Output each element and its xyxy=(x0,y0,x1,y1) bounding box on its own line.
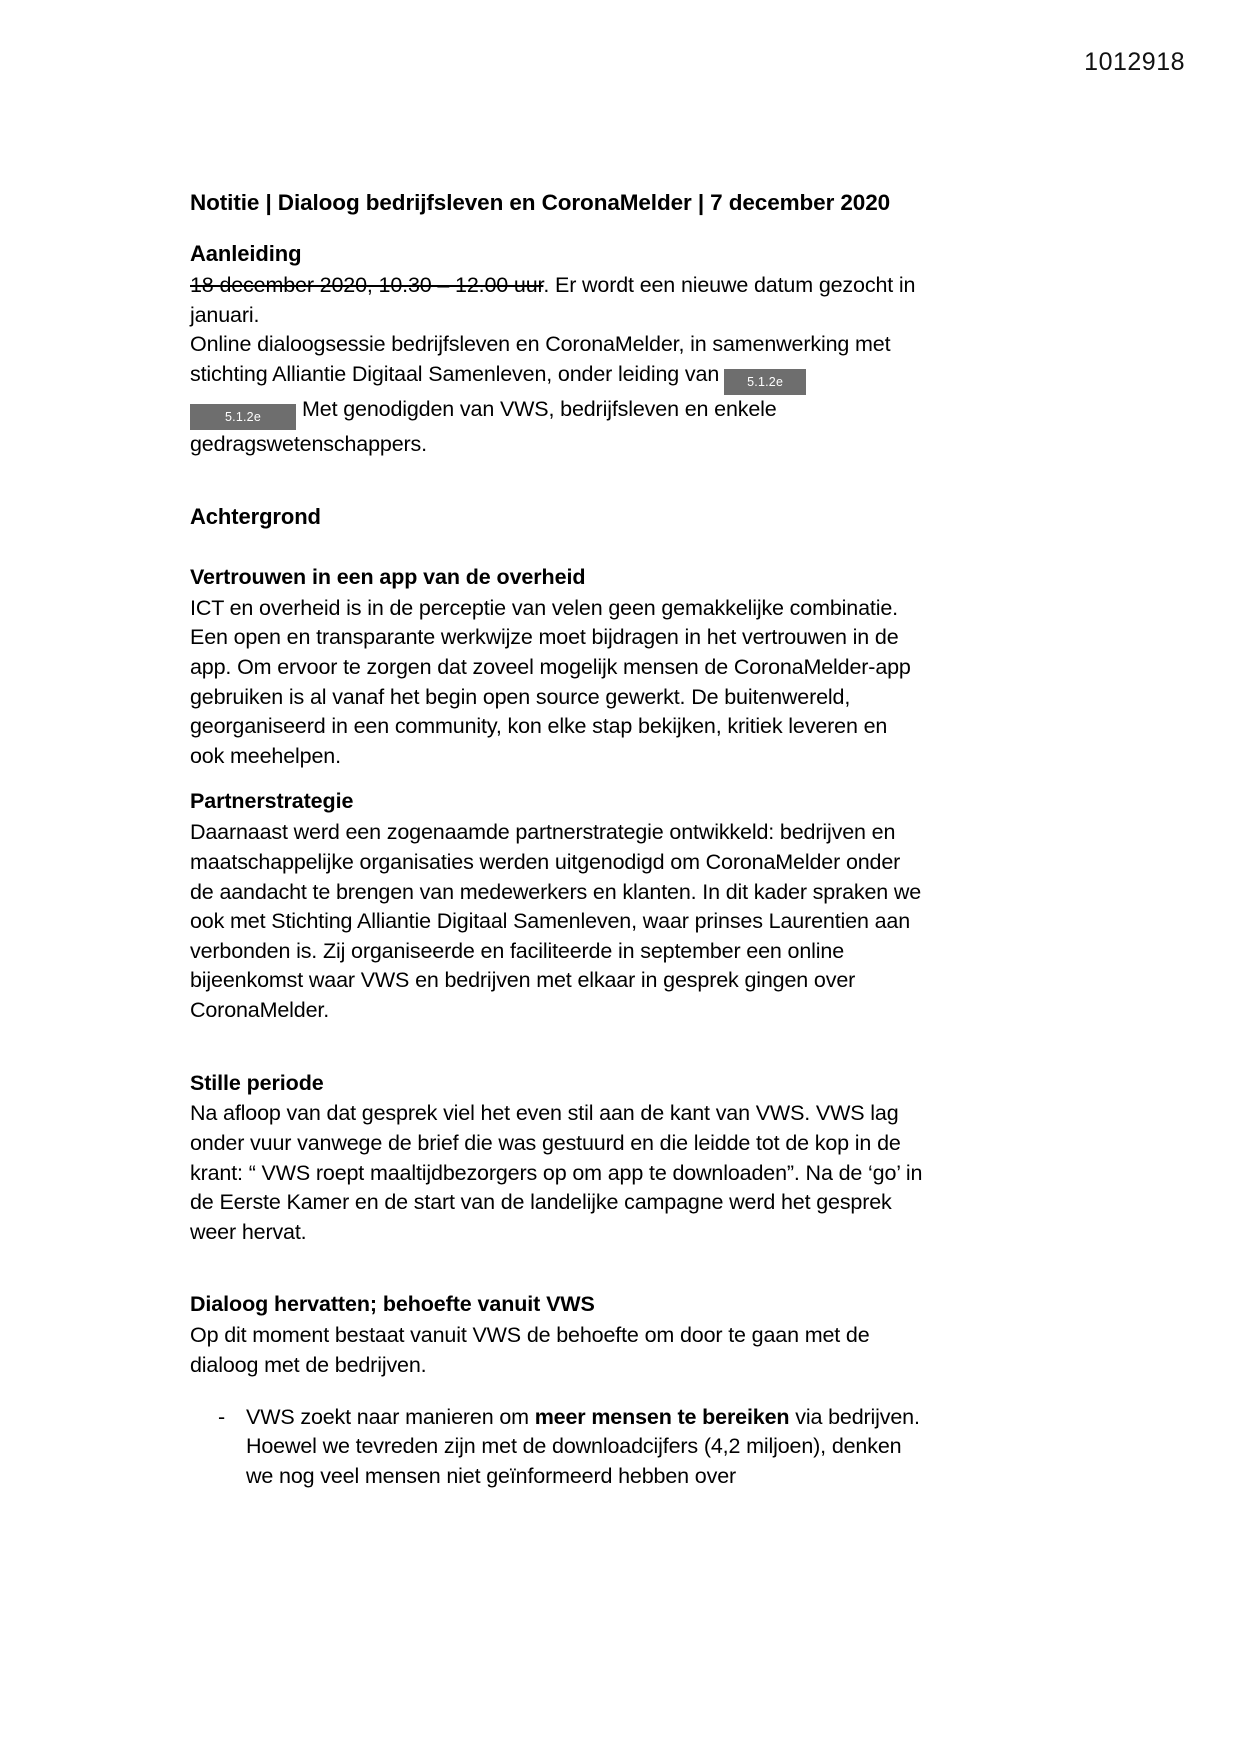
vertrouwen-paragraph: ICT en overheid is in de perceptie van velen geen gemakkelijke combinatie. Een open en transparante werkwijze moet bijdragen in het vertrouwen in de app. Om ervoor te zorgen dat zoveel mogelijk mensen de CoronaMelder-app gebruiken is al vanaf het begin open source gewerkt. De buitenwereld, georganiseerd in een community, kon elke stap bekijken, kritiek leveren en ook meehelpen. xyxy=(190,595,911,768)
aanleiding-after-struck: . Er wordt een nieuwe datum gezocht in januari. xyxy=(190,272,916,327)
page-title: Notitie | Dialoog bedrijfsleven en CoronaMelder | 7 december 2020 xyxy=(190,190,891,215)
spacer xyxy=(190,459,923,503)
partnerstrategie-paragraph: Daarnaast werd een zogenaamde partnerstrategie ontwikkeld: bedrijven en maatschappelijke organisaties werden uitgenodigd om CoronaMelder onder de aandacht te brengen van medewerkers en klanten. In dit kader spraken we ook met Stichting Alliantie Digitaal Samenleven, waar prinses Laurentien aan verbonden is. Zij organiseerde en faciliteerde in september een online bijeenkomst waar VWS en bedrijven met elkaar in gesprek gingen over CoronaMelder. xyxy=(190,820,922,1022)
stille-periode-paragraph: Na afloop van dat gesprek viel het even stil aan de kant van VWS. VWS lag onder vuur vanwege de brief die was gestuurd en die leidde tot de kop in de krant: “ VWS roept maaltijdbezorgers op om app te downloaden”. Na de ‘go’ in de Eerste Kamer en de start van de landelijke campagne werd het gesprek weer hervat. xyxy=(190,1101,923,1244)
heading-partnerstrategie: Partnerstrategie xyxy=(190,789,354,814)
heading-stille-periode: Stille periode xyxy=(190,1070,324,1095)
redaction-box-2: 5.1.2e xyxy=(190,404,296,430)
heading-aanleiding: Aanleiding xyxy=(190,241,302,267)
heading-vertrouwen: Vertrouwen in een app van de overheid xyxy=(190,564,586,589)
list-item xyxy=(190,1403,923,1492)
bullet-marker: - xyxy=(218,1404,226,1429)
redaction-box-1: 5.1.2e xyxy=(724,369,806,395)
heading-achtergrond: Achtergrond xyxy=(190,504,321,530)
aanleiding-paragraph-2 xyxy=(190,330,923,459)
spacer xyxy=(190,1026,923,1070)
document-number: 1012918 xyxy=(1084,48,1185,76)
bullet-text-before-bold: VWS zoekt naar manieren om xyxy=(246,1404,535,1429)
aanleiding-paragraph-1 xyxy=(190,271,923,330)
bullet-text-bold: meer mensen te bereiken xyxy=(534,1404,790,1429)
bullet-text-after-bold: via bedrijven. Hoewel we tevreden zijn met de downloadcijfers (4,2 miljoen), denken we nog veel mensen niet geïnformeerd hebben over xyxy=(246,1404,920,1488)
struck-date-text: 18 december 2020, 10.30 – 12.00 uur xyxy=(190,272,544,297)
dialoog-bullet-list xyxy=(190,1403,923,1492)
dialoog-hervatten-paragraph: Op dit moment bestaat vanuit VWS de behoefte om door te gaan met de dialoog met de bedrijven. xyxy=(190,1323,870,1377)
aanleiding-text-part-2: Met genodigden van VWS, bedrijfsleven en enkele gedragswetenschappers. xyxy=(190,396,777,456)
heading-dialoog-hervatten: Dialoog hervatten; behoefte vanuit VWS xyxy=(190,1292,595,1317)
spacer xyxy=(190,1247,923,1291)
aanleiding-text-part-1: Online dialoogsessie bedrijfsleven en CoronaMelder, in samenwerking met stichting Alliantie Digitaal Samenleven, onder leiding van xyxy=(190,332,891,386)
spacer xyxy=(190,534,923,564)
bullet-text xyxy=(246,1403,923,1492)
document-body xyxy=(190,188,923,1491)
spacer xyxy=(190,771,923,788)
